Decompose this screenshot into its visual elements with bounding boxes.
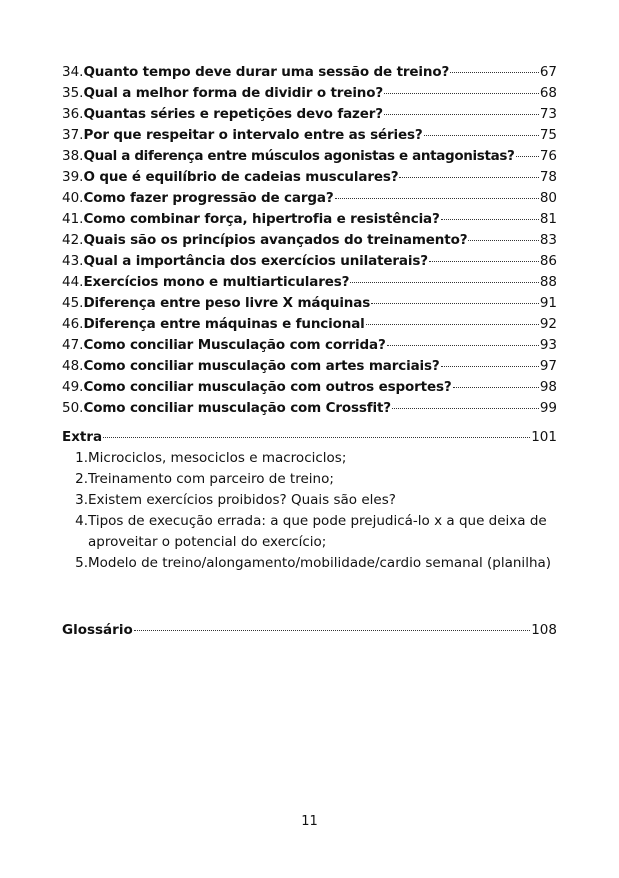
list-item-number: 4. [75,513,88,529]
toc-entry-45[interactable] [62,293,557,314]
toc-entry-38[interactable] [62,146,557,167]
toc-entry-37[interactable] [62,125,557,146]
list-item [62,448,557,469]
dot-leader [429,261,539,262]
toc-entry-title: Por que respeitar o intervalo entre as séries? [83,127,423,143]
section-page: 101 [531,429,557,445]
toc-entry-title: Como conciliar Musculação com corrida? [83,337,386,353]
toc-entry-47[interactable] [62,335,557,356]
toc-entry-49[interactable] [62,377,557,398]
toc-entry-number: 40. [62,190,84,206]
section-page: 108 [531,622,557,638]
dot-leader [335,198,539,199]
dot-leader [441,366,539,367]
list-item-text: Microciclos, mesociclos e macrociclos; [88,450,347,466]
toc-entry-page: 80 [539,190,557,206]
toc-entry-48[interactable] [62,356,557,377]
toc-section-glossary[interactable] [62,620,557,641]
toc-entry-title: Diferença entre peso livre X máquinas [83,295,371,311]
toc-entry-number: 48. [62,358,84,374]
toc-entry-page: 78 [539,169,557,185]
toc-entry-number: 39. [62,169,84,185]
toc-entry-page: 86 [539,253,557,269]
toc-entry-page: 98 [539,379,557,395]
section-title: Glossário [62,622,133,638]
dot-leader [450,72,539,73]
list-item-text: Modelo de treino/alongamento/mobilidade/cardio semanal (planilha) [88,555,552,571]
dot-leader [399,177,538,178]
toc-entry-page: 68 [539,85,557,101]
toc-entry-35[interactable] [62,83,557,104]
toc-entry-title: Exercícios mono e multiarticulares? [83,274,350,290]
list-item-number: 1. [75,450,88,466]
dot-leader [134,630,530,631]
toc-entry-title: Quais são os princípios avançados do treinamento? [83,232,468,248]
toc-entry-number: 49. [62,379,84,395]
toc-entry-39[interactable] [62,167,557,188]
toc-entry-41[interactable] [62,209,557,230]
list-item [62,490,557,511]
toc-list [62,62,557,419]
toc-entry-number: 35. [62,85,84,101]
toc-entry-title: Qual a melhor forma de dividir o treino? [83,85,384,101]
toc-entry-34[interactable] [62,62,557,83]
toc-entry-page: 97 [539,358,557,374]
toc-entry-number: 45. [62,295,84,311]
toc-entry-43[interactable] [62,251,557,272]
toc-entry-page: 76 [539,148,557,164]
toc-entry-page: 81 [539,211,557,227]
toc-section-extra[interactable] [62,427,557,448]
dot-leader [387,345,539,346]
dot-leader [384,93,539,94]
toc-entry-title: Quanto tempo deve durar uma sessão de treino? [83,64,450,80]
dot-leader [424,135,539,136]
toc-entry-50[interactable] [62,398,557,419]
toc-entry-title: Quantas séries e repetições devo fazer? [83,106,383,122]
list-item-text: Tipos de execução errada: a que pode prejudicá-lo x a que deixa de aproveitar o potencial do exercício; [88,513,547,550]
dot-leader [350,282,539,283]
dot-leader [366,324,539,325]
toc-entry-title: Como fazer progressão de carga? [83,190,334,206]
toc-entry-number: 42. [62,232,84,248]
dot-leader [468,240,538,241]
list-item-text: Existem exercícios proibidos? Quais são eles? [88,492,396,508]
toc-entry-page: 73 [539,106,557,122]
toc-entry-page: 83 [539,232,557,248]
toc-entry-number: 47. [62,337,84,353]
toc-entry-title: Qual a diferença entre músculos agonistas e antagonistas? [83,148,515,164]
toc-entry-page: 91 [539,295,557,311]
toc-entry-number: 41. [62,211,84,227]
dot-leader [371,303,539,304]
dot-leader [441,219,539,220]
dot-leader [103,437,530,438]
page-number: 11 [301,814,318,829]
toc-entry-page: 93 [539,337,557,353]
toc-entry-title: Como combinar força, hipertrofia e resistência? [83,211,440,227]
extra-list [62,448,557,574]
toc-entry-page: 75 [539,127,557,143]
toc-entry-number: 34. [62,64,84,80]
dot-leader [392,408,539,409]
toc-entry-36[interactable] [62,104,557,125]
toc-entry-number: 50. [62,400,84,416]
list-item-text: Treinamento com parceiro de treino; [88,471,334,487]
dot-leader [384,114,539,115]
toc-entry-page: 99 [539,400,557,416]
list-item-number: 3. [75,492,88,508]
toc-entry-page: 92 [539,316,557,332]
list-item-number: 5. [75,555,88,571]
toc-entry-40[interactable] [62,188,557,209]
toc-entry-number: 38. [62,148,84,164]
dot-leader [453,387,539,388]
toc-entry-title: Qual a importância dos exercícios unilaterais? [83,253,428,269]
toc-entry-title: Como conciliar musculação com outros esportes? [83,379,452,395]
toc-entry-number: 46. [62,316,84,332]
list-item [62,511,557,553]
toc-entry-number: 37. [62,127,84,143]
toc-entry-page: 88 [539,274,557,290]
toc-entry-title: O que é equilíbrio de cadeias musculares? [83,169,399,185]
list-item-number: 2. [75,471,88,487]
toc-entry-number: 44. [62,274,84,290]
section-title: Extra [62,429,103,445]
toc-entry-number: 36. [62,106,84,122]
dot-leader [516,156,539,157]
toc-entry-title: Como conciliar musculação com Crossfit? [83,400,391,416]
toc-entry-46[interactable] [62,314,557,335]
list-item [62,553,557,574]
toc-entry-title: Diferença entre máquinas e funcional [83,316,365,332]
toc-entry-page: 67 [539,64,557,80]
toc-entry-number: 43. [62,253,84,269]
list-item [62,469,557,490]
toc-entry-title: Como conciliar musculação com artes marciais? [83,358,440,374]
toc-entry-42[interactable] [62,230,557,251]
toc-entry-44[interactable] [62,272,557,293]
